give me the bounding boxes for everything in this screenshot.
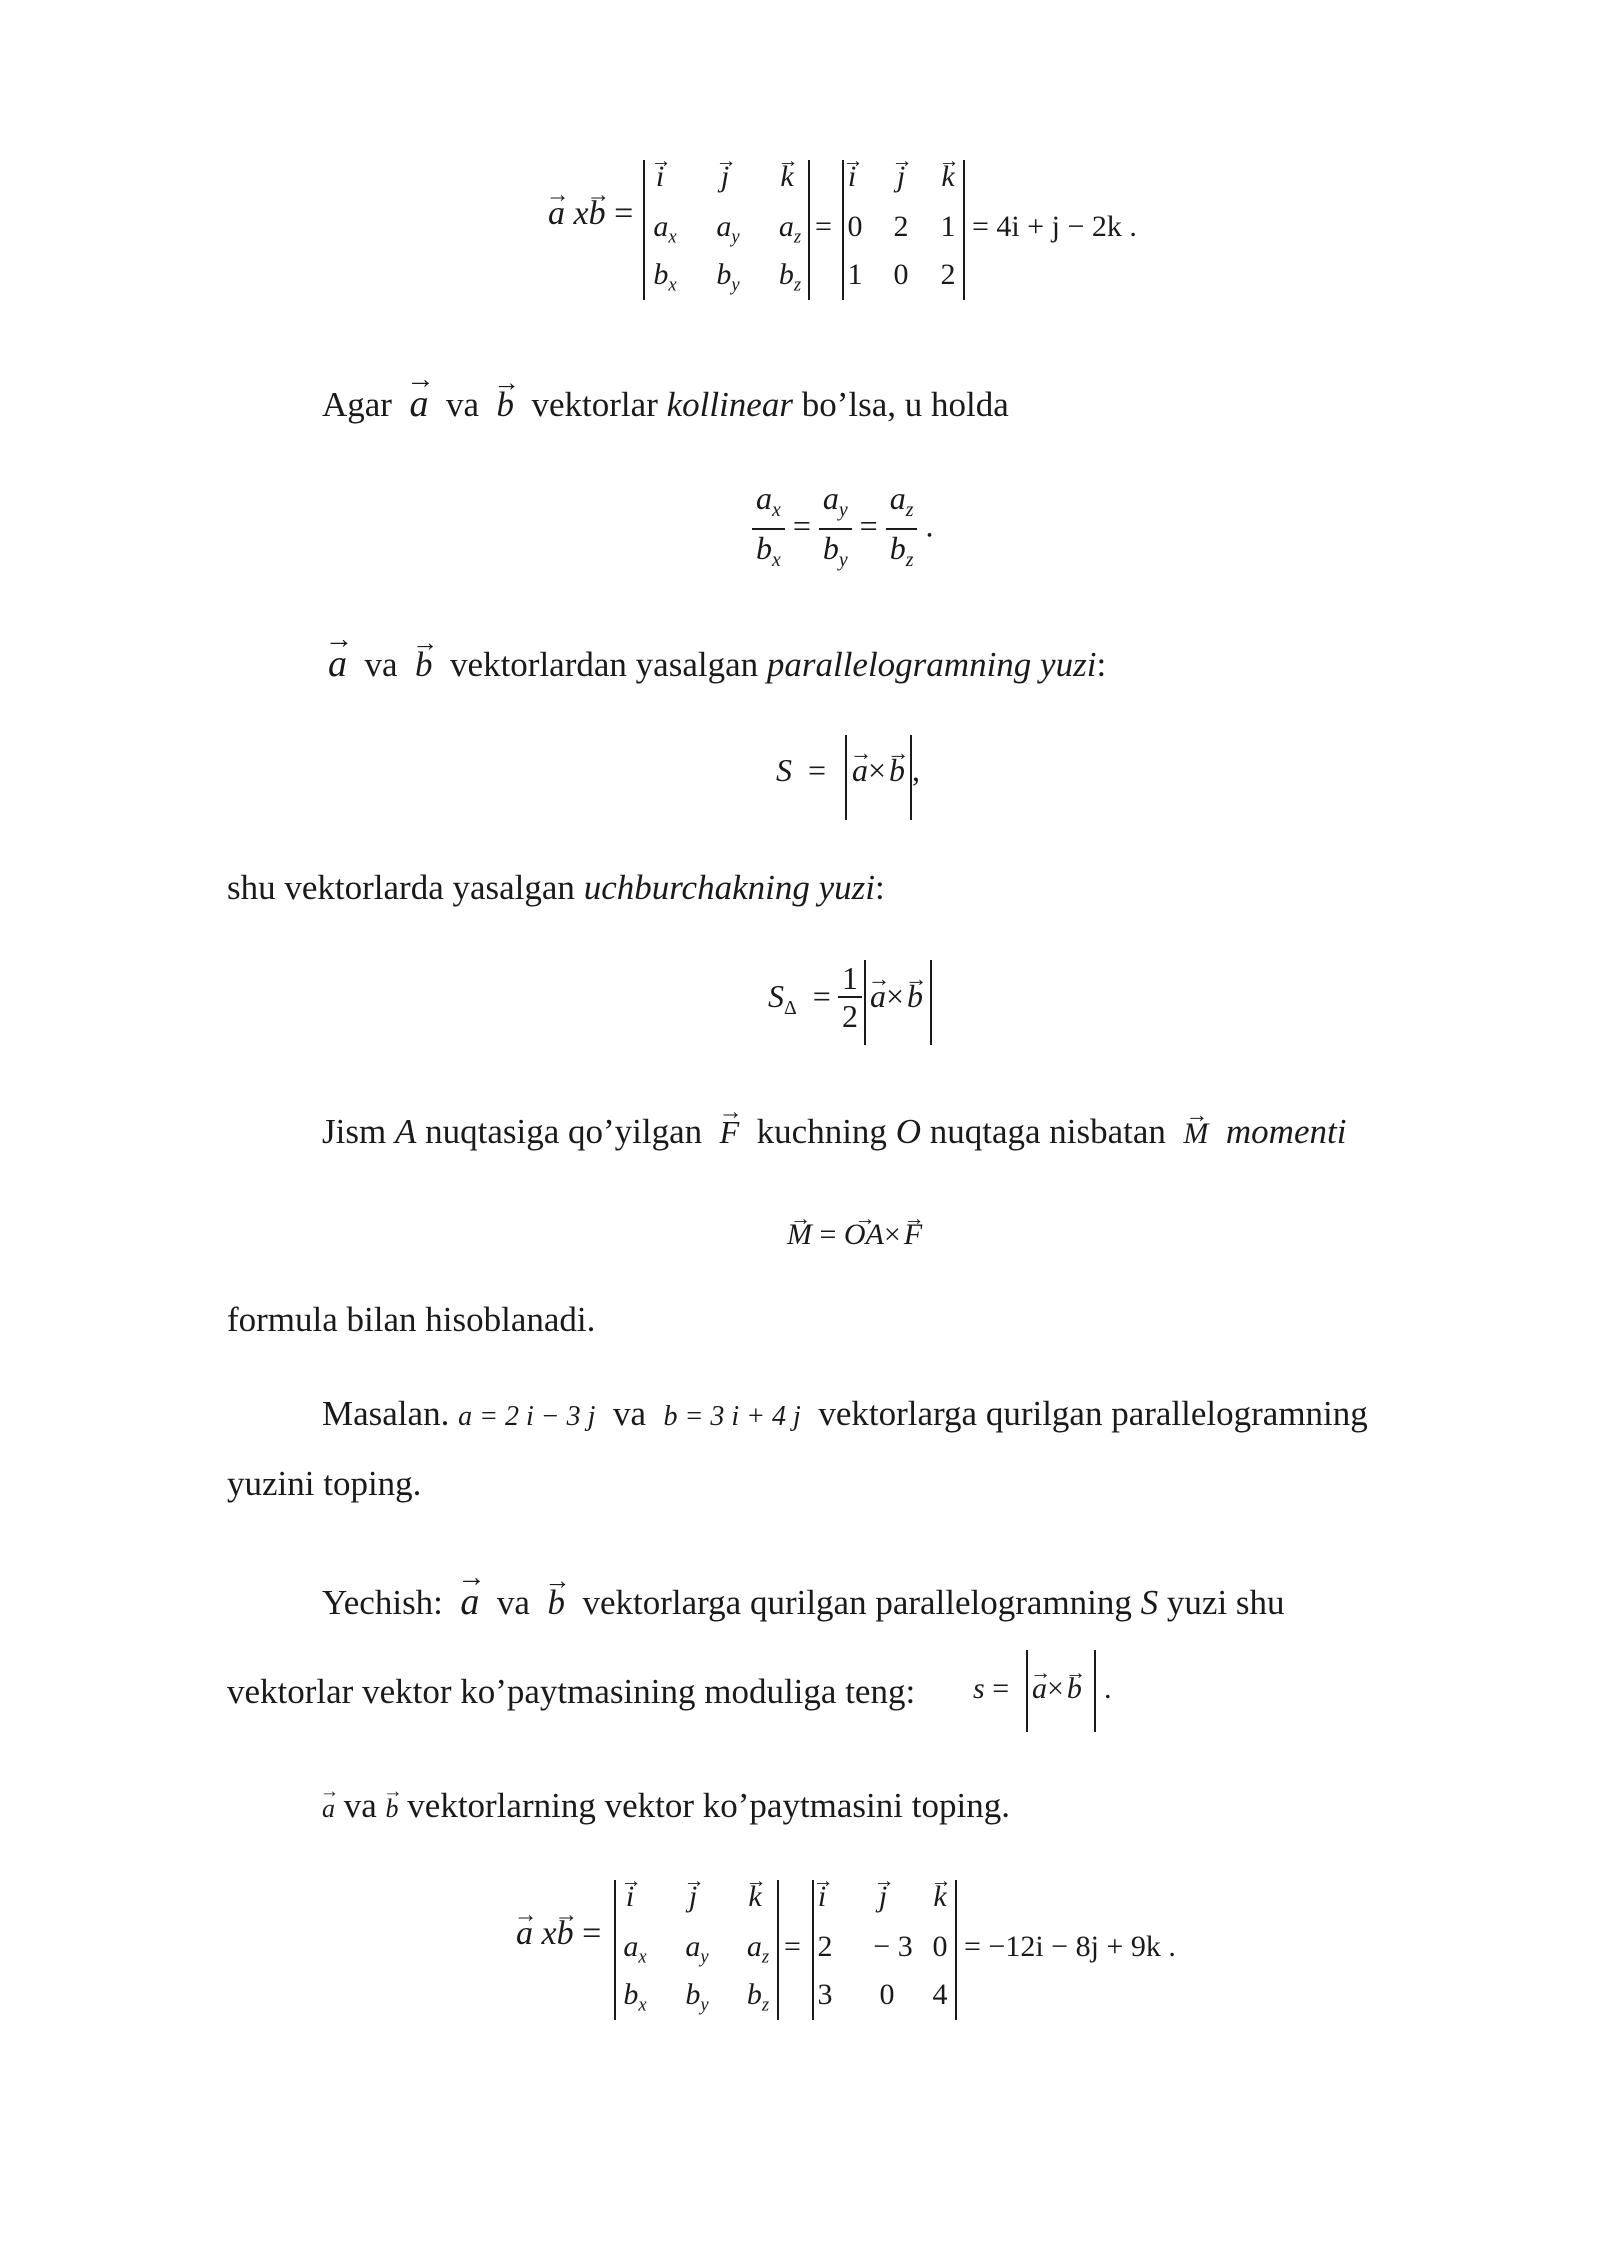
sol-dot: .: [1104, 1672, 1112, 1705]
paragraph-collinear: [322, 382, 1009, 427]
det1-r3c1: $b_x$: [653, 258, 677, 296]
det3-r2c3: $a_z$: [746, 1930, 770, 1968]
det3-r3c2: $b_y$: [685, 1978, 709, 2016]
term-parallelogram-area: parallelogramning yuzi: [766, 645, 1097, 684]
vector-b: → b: [557, 1915, 574, 1953]
text-yuzi-shu: yuzi shu: [1166, 1583, 1285, 1622]
det2-r3c1: 1: [847, 258, 863, 291]
det1-r2c1: $a_x$: [653, 210, 677, 248]
text-shu: shu vektorlarda yasalgan: [227, 868, 575, 907]
vector-b: → b: [589, 195, 606, 233]
paragraph-triangle: [227, 866, 885, 910]
vector-a: → a: [548, 195, 565, 233]
word-va: va: [612, 1394, 646, 1433]
det4-r3c1: 3: [817, 1978, 833, 2011]
vector-OA: → OA: [844, 1218, 884, 1252]
Stri-abs-right: [930, 960, 932, 1045]
det2-equals: =: [784, 1930, 801, 1963]
text-vektorlarning: vektorlarning vektor ko’paytmasini toping.: [407, 1786, 1010, 1825]
vector-a: → a: [409, 382, 428, 426]
formula1-result: = 4i + j − 2k .: [972, 210, 1137, 243]
vector-b: → b: [386, 1787, 399, 1831]
term-momenti: momenti: [1225, 1112, 1347, 1151]
text-nuqtaga: nuqtaga nisbatan: [929, 1112, 1166, 1151]
det4-r1c1: → i: [797, 1880, 847, 1914]
text-vektorlardan: vektorlardan yasalgan: [450, 645, 759, 684]
vector-a: → a: [516, 1915, 533, 1953]
text-vektorlar: vektorlar: [531, 385, 658, 424]
equals-sign: =: [614, 195, 634, 232]
formula1-lhs: [548, 195, 633, 233]
det3-r2c1: $a_x$: [623, 1930, 647, 1968]
paragraph-example-line2: yuzini toping.: [227, 1464, 422, 1503]
paragraph-solution: [322, 1580, 1285, 1625]
expr-vector-a: a = 2 i − 3 j: [458, 1401, 596, 1432]
vector-M: → M: [787, 1218, 812, 1252]
paragraph-parallelogram: [328, 642, 1106, 687]
det2-r3c2: 0: [893, 258, 909, 291]
det1-r1c2: → j: [700, 160, 750, 194]
det4-r2c1: 2: [817, 1930, 833, 1963]
word-va: va: [364, 645, 398, 684]
word-va: va: [496, 1583, 530, 1622]
vector-F: → F: [720, 1110, 740, 1154]
det4-r3c2: 0: [879, 1978, 895, 2011]
formula2-lhs: [516, 1915, 601, 1953]
S-cross: → a×→ b: [852, 752, 905, 789]
vector-F: → F: [904, 1218, 922, 1252]
formula2-result: = −12i − 8j + 9k .: [964, 1930, 1176, 1963]
equals-sign: =: [582, 1915, 602, 1952]
det3-r1c3: → k: [730, 1880, 780, 1914]
ratio-eq-2: =: [859, 507, 878, 544]
text-jism: Jism: [322, 1112, 387, 1151]
det1-r1c3: → k: [762, 160, 812, 194]
point-A: A: [394, 1112, 417, 1151]
det2-r3c3: 2: [940, 258, 956, 291]
det4-r1c2: → j: [858, 1880, 908, 1914]
det1-r3c3: $b_z$: [778, 258, 802, 296]
term-kollinear: kollinear: [666, 385, 793, 424]
det3-r3c3: $b_z$: [746, 1978, 770, 2016]
colon: :: [874, 868, 885, 907]
det-equals: =: [815, 210, 832, 243]
det1-r2c3: $a_z$: [778, 210, 802, 248]
det1-r3c2: $b_y$: [716, 258, 740, 296]
paragraph-solution-line2: [227, 1670, 915, 1714]
ratio-dot: .: [925, 507, 934, 544]
det4-r2c3: 0: [932, 1930, 948, 1963]
word-agar: Agar: [322, 385, 392, 424]
ratio-x: $\frac{a_x}{b_x}$: [752, 480, 785, 578]
vector-M: → M: [1183, 1112, 1208, 1156]
text-masalan: Masalan.: [322, 1394, 450, 1433]
ratio-z: $\frac{a_z}{b_z}$: [886, 480, 918, 578]
collinear-ratio-formula: [752, 480, 933, 578]
det4-r1c3: → k: [915, 1880, 965, 1914]
vector-a: → a: [460, 1580, 479, 1624]
text-vektorlarga: vektorlarga qurilgan parallelogramning: [818, 1394, 1368, 1433]
text-kuchning: kuchning: [756, 1112, 887, 1151]
det1-r2c2: $a_y$: [716, 210, 740, 248]
expr-vector-b: b = 3 i + 4 j: [663, 1401, 801, 1432]
det2-r2c2: 2: [893, 210, 909, 243]
vector-a: → a: [322, 1787, 335, 1831]
term-triangle-area: uchburchakning yuzi: [583, 868, 875, 907]
times-x: x: [573, 195, 589, 232]
sol-abs-left: [1026, 1650, 1028, 1732]
det3-r3c1: $b_x$: [623, 1978, 647, 2016]
paragraph-example: [322, 1392, 1368, 1439]
det1-r1c1: → i: [635, 160, 685, 194]
point-O: O: [895, 1112, 921, 1151]
S-abs-left: [845, 735, 847, 820]
times-sign: ×: [883, 1218, 901, 1251]
det2-r2c1: 0: [847, 210, 863, 243]
det4-r2c2: − 3: [873, 1930, 913, 1963]
paragraph-formula-calc: formula bilan hisoblanadi.: [227, 1300, 596, 1339]
text-vektorlarga: vektorlarga qurilgan parallelogramning: [582, 1583, 1132, 1622]
vector-a: → a: [328, 642, 347, 686]
det3-r1c1: → i: [605, 1880, 655, 1914]
word-va: va: [343, 1786, 377, 1825]
vector-b: → b: [497, 383, 515, 427]
ratio-eq-1: =: [792, 507, 811, 544]
sol-abs-right: [1094, 1650, 1096, 1732]
sol-cross: → a×→ b: [1032, 1672, 1082, 1706]
text-nuqtasiga: nuqtasiga qo’yilgan: [425, 1112, 703, 1151]
text-bolsa: bo’lsa, u holda: [801, 385, 1009, 424]
paragraph-moment: [322, 1110, 1346, 1156]
formula-M: [787, 1218, 922, 1252]
det3-r1c2: → j: [668, 1880, 718, 1914]
symbol-S: S: [1140, 1583, 1159, 1622]
equals-sign: =: [819, 1218, 837, 1251]
S-lhs: S =: [776, 752, 827, 788]
word-va: va: [445, 385, 480, 424]
vector-b: → b: [415, 643, 433, 687]
det4-r3c3: 4: [932, 1978, 948, 2011]
text-yechish: Yechish:: [322, 1583, 443, 1622]
det2-r1c2: → j: [876, 160, 926, 194]
vector-b: → b: [547, 1581, 565, 1625]
det2-r1c3: → k: [923, 160, 973, 194]
det3-r2c2: $a_y$: [685, 1930, 709, 1968]
Stri-abs-left: [864, 960, 866, 1045]
solution-s-formula: s =: [973, 1672, 1010, 1705]
times-x: x: [541, 1915, 557, 1952]
ratio-y: $\frac{a_y}{b_y}$: [819, 480, 852, 578]
det2-r2c3: 1: [940, 210, 956, 243]
paragraph-find: [322, 1784, 1010, 1831]
text-modul: vektorlar vektor ko’paytmasining moduliga teng:: [227, 1672, 916, 1711]
Stri-cross: → a×→ b: [870, 978, 923, 1015]
Stri-lhs: $S_\Delta$ =: [768, 978, 831, 1019]
S-comma: ,: [912, 752, 920, 788]
Stri-fraction: $\frac{1}{2}$: [838, 960, 862, 1034]
det2-r1c1: → i: [827, 160, 877, 194]
colon: :: [1096, 645, 1107, 684]
